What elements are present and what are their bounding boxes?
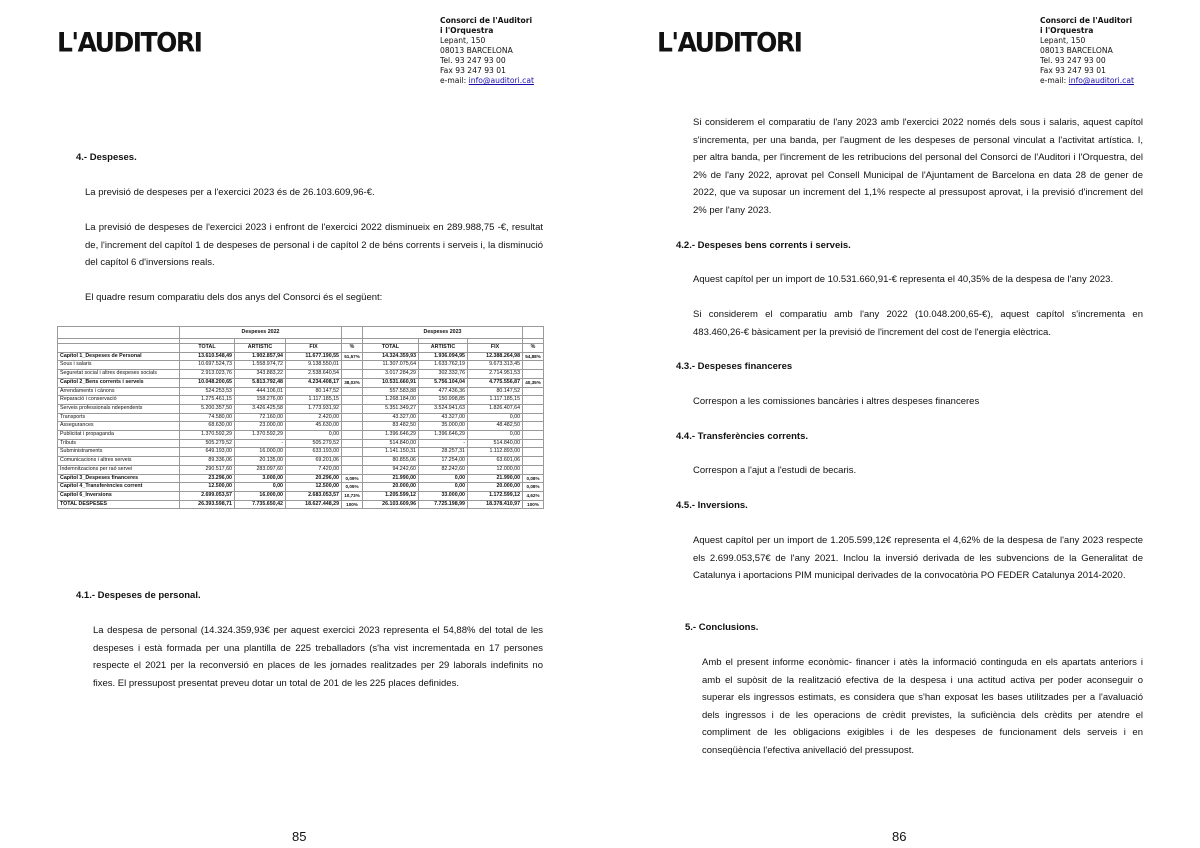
col-header-artistic: ARTÍSTIC — [419, 344, 468, 353]
street: Lepant, 150 — [1040, 36, 1086, 45]
artistic-2022: 0,00 — [235, 483, 286, 492]
row-label: Indemnitzacions per raó servei — [58, 465, 180, 474]
fix-2022: 2.683.053,57 — [286, 491, 342, 500]
artistic-2022: 5.813.792,48 — [235, 378, 286, 387]
row-label: Capítol 3_Despeses financeres — [58, 474, 180, 483]
table-row — [58, 387, 544, 396]
section-5-title: 5.- Conclusions. — [685, 622, 759, 633]
pct-2023 — [523, 404, 544, 413]
total-2023: 1.268.184,00 — [363, 396, 419, 405]
artistic-2023: 1.633.762,19 — [419, 361, 468, 370]
pct-2022 — [342, 396, 363, 405]
row-label: Reparació i conservació — [58, 396, 180, 405]
artistic-2023: 82.242,60 — [419, 465, 468, 474]
total-2023: 21.990,00 — [363, 474, 419, 483]
expenses-summary-table — [57, 326, 544, 509]
fix-2023: 21.990,00 — [468, 474, 523, 483]
col-header-pct: % — [523, 344, 544, 353]
col-header-pct: % — [342, 344, 363, 353]
email-link[interactable]: info@auditori.cat — [1068, 76, 1134, 85]
telephone: Tel. 93 247 93 00 — [1040, 56, 1106, 65]
total-2023: 3.017.284,29 — [363, 370, 419, 379]
paragraph: Correspon a l'ajut a l'estudi de becaris. — [693, 465, 857, 476]
total-2022: 10.697.524,73 — [180, 361, 235, 370]
artistic-2023: 1.396.646,29 — [419, 431, 468, 440]
fix-2022: 1.773.931,92 — [286, 404, 342, 413]
fix-2022: 45.630,00 — [286, 422, 342, 431]
artistic-2023: 33.000,00 — [419, 491, 468, 500]
paragraph: Si considerem el comparatiu de l'any 2023 amb l'exercici 2022 només dels sous i salaris, aquest capítol s'incrementa, per una banda, per l'augment de les despeses de personal vinculat a l'activitat artística. I, per altra banda, per l'increment de les retribucions del personal del Consorci de l'Auditori i l'Orquestra, del 2% de l'any 2022, aprovat pel Consell Municipal de l'Ajuntament de Barcelona en data 28 de gener de 2022, que va suposar un increment del 1,1% respecte al pressupost aprovat, i la previsió d'increment del 2% per l'any 2023. — [693, 117, 1143, 216]
total-2022: 5.200.357,50 — [180, 404, 235, 413]
table-row — [58, 413, 544, 422]
pct-2023 — [523, 439, 544, 448]
pct-2023 — [523, 361, 544, 370]
pct-2023 — [523, 422, 544, 431]
row-label: Seguretat social i altres despeses socials — [58, 370, 180, 379]
col-header-fix: FIX — [286, 344, 342, 353]
total-2023: 83.482,50 — [363, 422, 419, 431]
table-row — [58, 457, 544, 466]
row-label: Tributs — [58, 439, 180, 448]
pct-2022 — [342, 413, 363, 422]
fix-2022: 80.147,52 — [286, 387, 342, 396]
paragraph: El quadre resum comparatiu dels dos anys del Consorci és el següent: — [85, 292, 383, 303]
city: 08013 BARCELONA — [1040, 46, 1113, 55]
section-4-title: 4.- Despeses. — [76, 152, 137, 163]
paragraph: Amb el present informe econòmic- financer i atès la informació continguda en els apartats anteriors i amb el supòsit de la realització efectiva de la despesa i una actitud activa per poder aconseguir o superar els ingressos estimats, es considera que s'han exposat les bases utilitzades per a l'avaluació dels ingressos i de les operacions de crèdit previstes, la suficiència dels crèdits per atendre el compliment de les obligacions exigibles i de les despeses de funcionament dels serveis i en conseqüència l'efectiva anivellació del pressupost. — [702, 657, 1143, 756]
total-2023: 1.141.150,31 — [363, 448, 419, 457]
table-row — [58, 500, 544, 509]
total-2022: 524.253,53 — [180, 387, 235, 396]
pct-2023: 100% — [523, 500, 544, 509]
pct-2023: 54,88% — [523, 352, 544, 361]
artistic-2023: 0,00 — [419, 474, 468, 483]
total-2023: 557.583,88 — [363, 387, 419, 396]
artistic-2022: 1.370.592,29 — [235, 431, 286, 440]
fix-2022: 12.500,00 — [286, 483, 342, 492]
section-4-4-title: 4.4.- Transferències corrents. — [676, 431, 809, 442]
pct-2022: 51,57% — [342, 352, 363, 361]
total-2022: 26.393.598,71 — [180, 500, 235, 509]
row-label: Subministraments — [58, 448, 180, 457]
paragraph: Aquest capítol per un import de 1.205.599,12€ representa el 4,62% de la despesa de l'any 2023 respecte els 2.699.053,57€ de l'any 2021. Inclou la inversió derivada de les subvencions de la Generalitat de Catalunya i aportacions PIM municipal derivades de la convocatòria PO FEDER Catalunya 2014-2020. — [693, 535, 1143, 582]
row-label: Capítol 1_Despeses de Personal — [58, 352, 180, 361]
table-row — [58, 352, 544, 361]
total-2023: 94.242,60 — [363, 465, 419, 474]
fix-2023: 2.714.951,53 — [468, 370, 523, 379]
paragraph: Aquest capítol per un import de 10.531.660,91-€ representa el 40,35% de la despesa de l'any 2023. — [693, 274, 1114, 285]
fix-2023: 48.482,50 — [468, 422, 523, 431]
artistic-2022: - — [235, 439, 286, 448]
total-2022: 89.336,06 — [180, 457, 235, 466]
total-2022: 1.275.461,15 — [180, 396, 235, 405]
org-name-line2: i l'Orquestra — [440, 26, 494, 35]
section-4-2-title: 4.2.- Despeses bens corrents i serveis. — [676, 240, 851, 251]
fix-2023: 0,00 — [468, 431, 523, 440]
total-2022: 505.279,52 — [180, 439, 235, 448]
table-row — [58, 396, 544, 405]
fix-2022: 2.420,00 — [286, 413, 342, 422]
artistic-2023: 3.524.941,63 — [419, 404, 468, 413]
table-row — [58, 439, 544, 448]
artistic-2022: 3.000,00 — [235, 474, 286, 483]
street: Lepant, 150 — [440, 36, 486, 45]
total-2023: 43.327,00 — [363, 413, 419, 422]
pct-2022 — [342, 465, 363, 474]
page-number: 86 — [892, 829, 907, 844]
total-2022: 10.048.200,65 — [180, 378, 235, 387]
fix-2023: 63.601,06 — [468, 457, 523, 466]
pct-2022: 0,09% — [342, 474, 363, 483]
email-label: e-mail: — [440, 76, 467, 85]
pct-2022 — [342, 361, 363, 370]
fix-2022: 7.420,00 — [286, 465, 342, 474]
total-2023: 1.396.646,29 — [363, 431, 419, 440]
artistic-2022: 16.000,00 — [235, 491, 286, 500]
table-row — [58, 448, 544, 457]
artistic-2022: 158.276,00 — [235, 396, 286, 405]
row-label: Comunicacions i altres serveis — [58, 457, 180, 466]
row-label: Publicitat i propaganda — [58, 431, 180, 440]
fix-2022: 633.193,00 — [286, 448, 342, 457]
total-2023: 80.855,06 — [363, 457, 419, 466]
page-86 — [600, 0, 1200, 848]
pct-2022 — [342, 387, 363, 396]
pct-2022 — [342, 404, 363, 413]
email-link[interactable]: info@auditori.cat — [468, 76, 534, 85]
col-header-fix: FIX — [468, 344, 523, 353]
artistic-2022: 7.735.650,42 — [235, 500, 286, 509]
fix-2023: 4.775.556,87 — [468, 378, 523, 387]
fix-2022: 505.279,52 — [286, 439, 342, 448]
total-2023: 26.103.609,96 — [363, 500, 419, 509]
pct-2023: 0,08% — [523, 474, 544, 483]
artistic-2023: 28.257,31 — [419, 448, 468, 457]
artistic-2023: - — [419, 439, 468, 448]
fix-2022: 4.234.408,17 — [286, 378, 342, 387]
total-2022: 12.500,00 — [180, 483, 235, 492]
city: 08013 BARCELONA — [440, 46, 513, 55]
total-2022: 13.610.548,49 — [180, 352, 235, 361]
fix-2023: 1.112.893,00 — [468, 448, 523, 457]
pct-2022 — [342, 439, 363, 448]
fix-2022: 1.117.185,15 — [286, 396, 342, 405]
pct-2023 — [523, 413, 544, 422]
org-name-line1: Consorci de l'Auditori — [1040, 16, 1133, 25]
artistic-2023: 477.436,36 — [419, 387, 468, 396]
total-2023: 11.307.075,64 — [363, 361, 419, 370]
table-row — [58, 483, 544, 492]
row-label: Transports — [58, 413, 180, 422]
telephone: Tel. 93 247 93 00 — [440, 56, 506, 65]
artistic-2023: 150.998,85 — [419, 396, 468, 405]
table-row — [58, 404, 544, 413]
fix-2023: 18.378.410,97 — [468, 500, 523, 509]
total-2022: 1.370.592,29 — [180, 431, 235, 440]
row-label: Sous i salaris — [58, 361, 180, 370]
fix-2022: 11.677.190,55 — [286, 352, 342, 361]
artistic-2022: 1.558.974,72 — [235, 361, 286, 370]
row-label: Capítol 4_Transferències corrent — [58, 483, 180, 492]
row-label: TOTAL DESPESES — [58, 500, 180, 509]
fix-2023: 0,00 — [468, 413, 523, 422]
pct-2022: 0,05% — [342, 483, 363, 492]
section-4-1-title: 4.1.- Despeses de personal. — [76, 590, 201, 601]
total-2022: 2.913.023,76 — [180, 370, 235, 379]
artistic-2022: 1.902.857,94 — [235, 352, 286, 361]
col-header-total: TOTAL — [180, 344, 235, 353]
header-address — [1040, 16, 1134, 86]
artistic-2023: 35.000,00 — [419, 422, 468, 431]
org-name-line1: Consorci de l'Auditori — [440, 16, 533, 25]
fix-2023: 9.673.313,45 — [468, 361, 523, 370]
fix-2023: 12.000,00 — [468, 465, 523, 474]
row-label: Capítol 6_Inversions — [58, 491, 180, 500]
artistic-2022: 444.106,01 — [235, 387, 286, 396]
table-row — [58, 491, 544, 500]
fix-2022: 0,00 — [286, 431, 342, 440]
pct-2023 — [523, 457, 544, 466]
total-2022: 2.699.053,57 — [180, 491, 235, 500]
fix-2023: 20.000,00 — [468, 483, 523, 492]
artistic-2023: 0,00 — [419, 483, 468, 492]
pct-2023 — [523, 396, 544, 405]
fix-2023: 12.388.264,98 — [468, 352, 523, 361]
table-row — [58, 378, 544, 387]
pct-2022 — [342, 457, 363, 466]
fix-2023: 80.147,52 — [468, 387, 523, 396]
artistic-2023: 7.725.198,99 — [419, 500, 468, 509]
auditori-logo: L'AUDITORI — [57, 27, 202, 58]
artistic-2022: 283.097,60 — [235, 465, 286, 474]
row-label: Arrendaments i cànons — [58, 387, 180, 396]
artistic-2023: 5.756.104,04 — [419, 378, 468, 387]
total-2022: 23.296,00 — [180, 474, 235, 483]
pct-2023 — [523, 370, 544, 379]
pct-2023 — [523, 465, 544, 474]
total-2023: 514.840,00 — [363, 439, 419, 448]
artistic-2023: 17.254,00 — [419, 457, 468, 466]
pct-2022: 38,03% — [342, 378, 363, 387]
auditori-logo: L'AUDITORI — [657, 27, 802, 58]
page-number: 85 — [292, 829, 307, 844]
fix-2022: 18.627.448,29 — [286, 500, 342, 509]
total-2023: 5.351.349,27 — [363, 404, 419, 413]
pct-2023 — [523, 431, 544, 440]
fix-2023: 1.172.599,12 — [468, 491, 523, 500]
total-2023: 20.000,00 — [363, 483, 419, 492]
paragraph: Correspon a les comissiones bancàries i altres despeses financeres — [693, 396, 980, 407]
total-2023: 10.531.660,91 — [363, 378, 419, 387]
fax: Fax 93 247 93 01 — [1040, 66, 1106, 75]
row-label: Capítol 2_Bens corrents i serveis — [58, 378, 180, 387]
row-label: Serveis professionals ndependents — [58, 404, 180, 413]
pct-2023: 0,08% — [523, 483, 544, 492]
pct-2022 — [342, 422, 363, 431]
pct-2022: 100% — [342, 500, 363, 509]
pct-2023 — [523, 448, 544, 457]
total-2022: 68.630,00 — [180, 422, 235, 431]
table-row — [58, 474, 544, 483]
pct-2022 — [342, 431, 363, 440]
pct-2023 — [523, 387, 544, 396]
total-2022: 290.517,60 — [180, 465, 235, 474]
fix-2022: 69.201,06 — [286, 457, 342, 466]
artistic-2022: 72.160,00 — [235, 413, 286, 422]
artistic-2022: 3.426.425,58 — [235, 404, 286, 413]
fax: Fax 93 247 93 01 — [440, 66, 506, 75]
artistic-2022: 343.883,22 — [235, 370, 286, 379]
row-label: Assegurances — [58, 422, 180, 431]
section-4-3-title: 4.3.- Despeses financeres — [676, 361, 793, 372]
fix-2023: 1.117.185,15 — [468, 396, 523, 405]
fix-2022: 2.538.640,54 — [286, 370, 342, 379]
pct-2022 — [342, 448, 363, 457]
org-name-line2: i l'Orquestra — [1040, 26, 1094, 35]
paragraph: Si considerem el comparatiu amb l'any 2022 (10.048.200,65-€), aquest capítol s'incrementa en 483.460,26-€ bàsicament per la previsió de l'increment del cost de l'energia elèctrica. — [693, 309, 1143, 338]
paragraph: La despesa de personal (14.324.359,93€ per aquest exercici 2023 representa el 54,88% del total de les despeses i està formada per una plantilla de 225 treballadors (s'ha vist incrementada en 17 persones respecte el 2021 per la reconversió en places de les jornades realitzades per 29 laborals indefinits no fixes. El pressupost presentat preveu dotar un total de 201 de les 225 places definides. — [93, 625, 543, 689]
total-2022: 649.193,00 — [180, 448, 235, 457]
fix-2022: 20.296,00 — [286, 474, 342, 483]
pct-2022: 10,73% — [342, 491, 363, 500]
artistic-2022: 20.135,00 — [235, 457, 286, 466]
artistic-2023: 43.327,00 — [419, 413, 468, 422]
table-row — [58, 370, 544, 379]
total-2023: 1.205.599,12 — [363, 491, 419, 500]
artistic-2022: 16.000,00 — [235, 448, 286, 457]
pct-2022 — [342, 370, 363, 379]
pct-2023: 4,62% — [523, 491, 544, 500]
email-label: e-mail: — [1040, 76, 1067, 85]
paragraph: La previsió de despeses per a l'exercici 2023 és de 26.103.609,96-€. — [85, 187, 375, 198]
paragraph: La previsió de despeses de l'exercici 2023 i enfront de l'exercici 2022 disminueix en 289.988,75 -€, resultat de, l'increment del capítol 1 de despeses de personal i de capítol 2 de béns corrents i serveis i, la disminució del capítol 6 d'inversions reals. — [85, 222, 543, 269]
section-4-5-title: 4.5.- Inversions. — [676, 500, 748, 511]
fix-2022: 9.138.550,01 — [286, 361, 342, 370]
header-address — [440, 16, 534, 86]
total-2023: 14.324.359,93 — [363, 352, 419, 361]
table-row — [58, 422, 544, 431]
total-2022: 74.580,00 — [180, 413, 235, 422]
table-row — [58, 431, 544, 440]
table-corner — [58, 327, 180, 339]
group-header-2023: Despeses 2023 — [363, 327, 523, 339]
fix-2023: 1.826.407,64 — [468, 404, 523, 413]
table-row — [58, 361, 544, 370]
artistic-2023: 302.332,76 — [419, 370, 468, 379]
artistic-2022: 23.000,00 — [235, 422, 286, 431]
group-header-2022: Despeses 2022 — [180, 327, 342, 339]
pct-2023: 40,35% — [523, 378, 544, 387]
fix-2023: 514.840,00 — [468, 439, 523, 448]
col-header-total: TOTAL — [363, 344, 419, 353]
col-header-artistic: ARTÍSTIC — [235, 344, 286, 353]
table-row — [58, 465, 544, 474]
artistic-2023: 1.936.094,95 — [419, 352, 468, 361]
